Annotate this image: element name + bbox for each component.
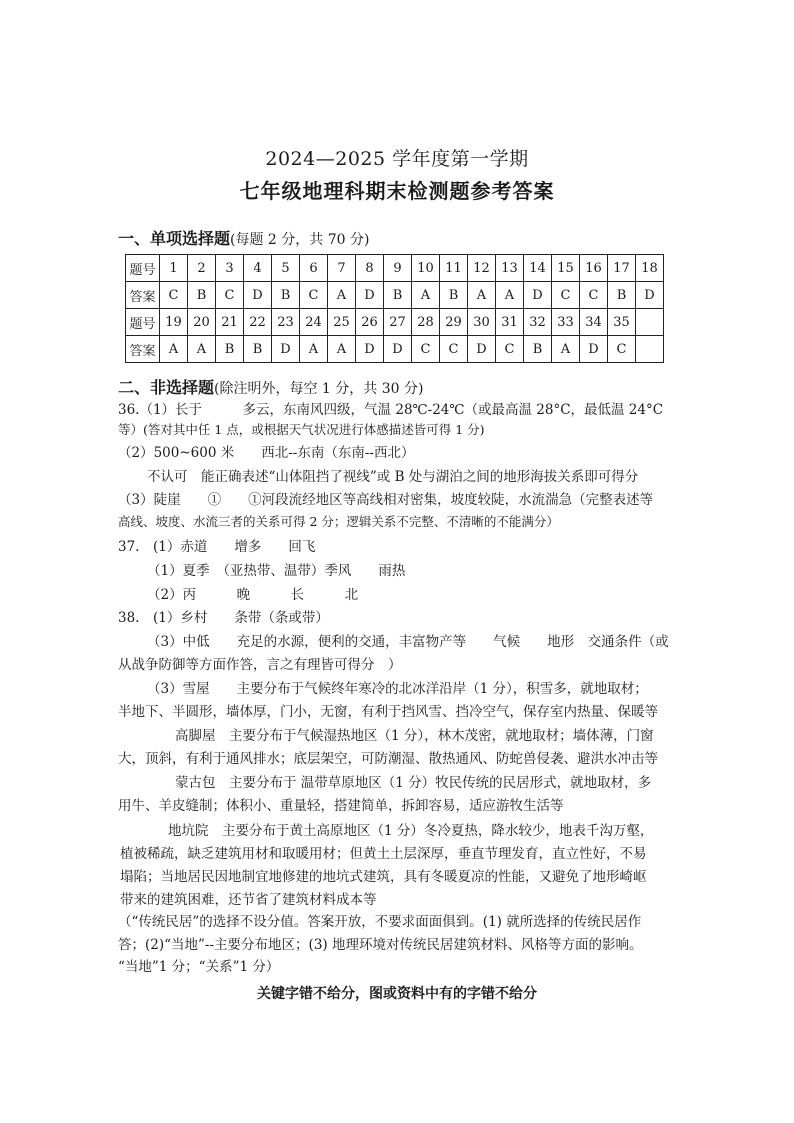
section2-note: (除注明外，每空 1 分，共 30 分) bbox=[214, 381, 424, 397]
a-cell: B bbox=[608, 282, 636, 309]
a-cell: B bbox=[216, 336, 244, 363]
a-cell: D bbox=[244, 282, 272, 309]
a-cell: B bbox=[244, 336, 272, 363]
a-cell: C bbox=[216, 282, 244, 309]
answer-line-37-b: （2）丙 晚 长 北 bbox=[147, 587, 359, 603]
answer-line-38-1: 38. (1）乡村 条带（条或带） bbox=[118, 610, 329, 626]
q-cell: 6 bbox=[300, 255, 328, 282]
q-cell: 25 bbox=[328, 309, 356, 336]
answer-line-36-2: （2）500~600 米 西北--东南（东南--西北） bbox=[118, 445, 415, 461]
q-cell: 4 bbox=[244, 255, 272, 282]
a-cell: C bbox=[300, 282, 328, 309]
q-cell: 9 bbox=[384, 255, 412, 282]
a-cell: B bbox=[384, 282, 412, 309]
q-cell: 28 bbox=[412, 309, 440, 336]
a-cell: A bbox=[328, 336, 356, 363]
table-row bbox=[126, 309, 664, 336]
a-cell: C bbox=[412, 336, 440, 363]
scoring-note-3: “当地”1 分；“关系”1 分） bbox=[118, 959, 280, 975]
exam-title: 七年级地理科期末检测题参考答案 bbox=[239, 179, 555, 203]
a-cell: D bbox=[356, 282, 384, 309]
q-cell: 10 bbox=[412, 255, 440, 282]
answer-line-pit-courtyard-2: 植被稀疏，缺乏建筑用材和取暖用材；但黄土土层深厚，垂直节理发育，直立性好，不易 bbox=[120, 846, 647, 862]
answer-line-stilt-house: 高脚屋 主要分布于气候湿热地区（1 分），林木茂密，就地取材；墙体薄，门窗 bbox=[175, 728, 654, 744]
q-cell: 14 bbox=[524, 255, 552, 282]
a-cell: D bbox=[580, 336, 608, 363]
answer-table bbox=[125, 254, 664, 363]
q-cell: 11 bbox=[440, 255, 468, 282]
answer-line-snow-house-cont: 半地下、半圆形，墙体厚，门小，无窗，有利于挡风雪、挡冷空气，保存室内热量、保暖等 bbox=[118, 704, 658, 720]
q-cell: 19 bbox=[160, 309, 188, 336]
section1-note: (每题 2 分，共 70 分) bbox=[230, 232, 370, 248]
answer-line-38-3a: （3）中低 充足的水源，便利的交通，丰富物产等 气候 地形 交通条件（或 bbox=[147, 634, 669, 650]
a-cell: C bbox=[552, 282, 580, 309]
answer-line-36-1: 36.（1）长于 多云，东南风四级，气温 28℃-24℃（或最高温 28°C，最低温 24°C bbox=[118, 402, 664, 418]
a-cell bbox=[636, 336, 664, 363]
table-row bbox=[126, 282, 664, 309]
row-label-answer: 答案 bbox=[126, 336, 160, 363]
grading-rule-note: 关键字错不给分，图或资料中有的字错不给分 bbox=[257, 986, 537, 1002]
q-cell: 5 bbox=[272, 255, 300, 282]
table-row bbox=[126, 255, 664, 282]
q-cell: 27 bbox=[384, 309, 412, 336]
section1-heading bbox=[118, 226, 369, 249]
answer-line-36-2-b: 不认可 能正确表述“山体阻挡了视线”或 B 处与湖泊之间的地形海拔关系即可得分 bbox=[147, 469, 639, 485]
a-cell: A bbox=[468, 282, 496, 309]
answer-line-stilt-house-cont: 大，顶斜，有利于通风排水；底层架空，可防潮湿、散热通风、防蛇兽侵袭、避洪水冲击等 bbox=[118, 751, 658, 767]
a-cell: B bbox=[272, 282, 300, 309]
scoring-note-2: 答；(2)“当地”--主要分布地区；(3) 地理环境对传统民居建筑材料、风格等方面的影响。 bbox=[118, 937, 643, 953]
q-cell bbox=[636, 309, 664, 336]
q-cell: 26 bbox=[356, 309, 384, 336]
a-cell: B bbox=[524, 336, 552, 363]
q-cell: 31 bbox=[496, 309, 524, 336]
q-cell: 20 bbox=[188, 309, 216, 336]
q-cell: 1 bbox=[160, 255, 188, 282]
a-cell: D bbox=[272, 336, 300, 363]
row-label-question: 题号 bbox=[126, 255, 160, 282]
q-cell: 16 bbox=[580, 255, 608, 282]
answer-line-pit-courtyard-4: 带来的建筑困难，还节省了建筑材料成本等 bbox=[120, 892, 377, 908]
q-cell: 12 bbox=[468, 255, 496, 282]
section2-title: 二、非选择题 bbox=[118, 378, 215, 397]
scoring-note-1: （“传统民居”的选择不设分值。答案开放，不要求面面俱到。(1) 就所选择的传统民居作 bbox=[118, 914, 642, 930]
answer-line-37-1: 37. (1）赤道 增多 回飞 bbox=[118, 539, 316, 555]
a-cell: A bbox=[496, 282, 524, 309]
a-cell: A bbox=[160, 336, 188, 363]
q-cell: 35 bbox=[608, 309, 636, 336]
a-cell: C bbox=[160, 282, 188, 309]
q-cell: 24 bbox=[300, 309, 328, 336]
a-cell: D bbox=[356, 336, 384, 363]
a-cell: C bbox=[496, 336, 524, 363]
q-cell: 2 bbox=[188, 255, 216, 282]
a-cell: A bbox=[188, 336, 216, 363]
q-cell: 15 bbox=[552, 255, 580, 282]
q-cell: 29 bbox=[440, 309, 468, 336]
q-cell: 22 bbox=[244, 309, 272, 336]
answer-line-pit-courtyard: 地坑院 主要分布于黄土高原地区（1 分）冬冷夏热，降水较少，地表千沟万壑， bbox=[168, 823, 654, 839]
table-row bbox=[126, 336, 664, 363]
row-label-question: 题号 bbox=[126, 309, 160, 336]
answer-line-pit-courtyard-3: 塌陷；当地居民因地制宜地修建的地坑式建筑，具有冬暖夏凉的性能，又避免了地形崎岖 bbox=[120, 869, 647, 885]
q-cell: 33 bbox=[552, 309, 580, 336]
answer-line-38-3a-cont: 从战争防御等方面作答，言之有理皆可得分 ） bbox=[118, 657, 402, 673]
q-cell: 18 bbox=[636, 255, 664, 282]
q-cell: 7 bbox=[328, 255, 356, 282]
year-term-line: 2024—2025 学年度第一学期 bbox=[265, 148, 529, 170]
q-cell: 8 bbox=[356, 255, 384, 282]
a-cell: B bbox=[440, 282, 468, 309]
q-cell: 3 bbox=[216, 255, 244, 282]
a-cell: D bbox=[468, 336, 496, 363]
a-cell: A bbox=[412, 282, 440, 309]
answer-line-yurt: 蒙古包 主要分布于 温带草原地区（1 分）牧民传统的民居形式，就地取材，多 bbox=[175, 775, 652, 791]
row-label-answer: 答案 bbox=[126, 282, 160, 309]
section1-title: 一、单项选择题 bbox=[118, 229, 231, 248]
q-cell: 34 bbox=[580, 309, 608, 336]
answer-line-36-1-note: 等）(答对其中任 1 点，或根据天气状况进行体感描述皆可得 1 分) bbox=[118, 422, 485, 437]
a-cell: D bbox=[636, 282, 664, 309]
q-cell: 21 bbox=[216, 309, 244, 336]
answer-line-37-a: （1）夏季 （亚热带、温带）季风 雨热 bbox=[147, 563, 406, 579]
answer-line-36-3-note: 高线、坡度、水流三者的关系可得 2 分；逻辑关系不完整、不清晰的不能满分） bbox=[118, 514, 559, 529]
answer-line-36-3: （3）陡崖 ① ①河段流经地区等高线相对密集，坡度较陡，水流湍急（完整表述等 bbox=[118, 492, 654, 508]
a-cell: B bbox=[188, 282, 216, 309]
q-cell: 32 bbox=[524, 309, 552, 336]
a-cell: D bbox=[524, 282, 552, 309]
section2-heading bbox=[118, 375, 423, 398]
a-cell: D bbox=[384, 336, 412, 363]
a-cell: A bbox=[552, 336, 580, 363]
a-cell: C bbox=[608, 336, 636, 363]
answer-line-snow-house: （3）雪屋 主要分布于气候终年寒冷的北冰洋沿岸（1 分），积雪多，就地取材； bbox=[147, 681, 648, 697]
q-cell: 17 bbox=[608, 255, 636, 282]
q-cell: 30 bbox=[468, 309, 496, 336]
a-cell: C bbox=[440, 336, 468, 363]
a-cell: A bbox=[328, 282, 356, 309]
a-cell: A bbox=[300, 336, 328, 363]
answer-line-yurt-cont: 用牛、羊皮缝制；体积小、重量轻，搭建简单，拆卸容易，适应游牧生活等 bbox=[118, 798, 564, 814]
a-cell: C bbox=[580, 282, 608, 309]
q-cell: 13 bbox=[496, 255, 524, 282]
q-cell: 23 bbox=[272, 309, 300, 336]
